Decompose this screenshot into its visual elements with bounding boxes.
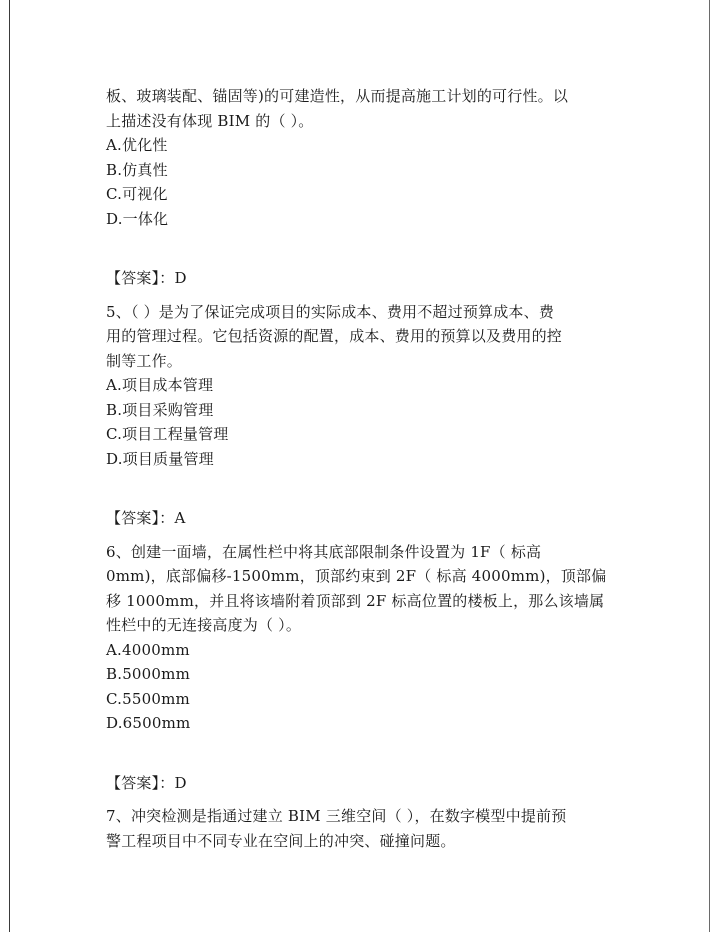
answer-label: 【答案】：A [106,509,186,527]
option-a: A.优化性 [106,136,168,154]
spacer [106,471,616,506]
option-d: D.项目质量管理 [106,449,214,468]
page-right-border [709,0,710,932]
page-left-border [9,0,10,932]
question-text-line: 6、创建一面墙，在属性栏中将其底部限制条件设置为 1F（ 标高 [106,542,542,561]
question-text-line: 5、（ ）是为了保证完成项目的实际成本、费用不超过预算成本、费 [106,302,555,321]
option-c: C.项目工程量管理 [106,425,229,443]
answer-label: 【答案】：D [106,773,187,792]
option-b: B.项目采购管理 [106,400,214,419]
spacer [106,291,616,300]
answer-label: 【答案】：D [106,269,187,287]
question-text-line: 0mm)，底部偏移-1500mm，顶部约束到 2F（ 标高 4000mm)，顶部偏 [106,567,607,585]
question-7 [106,804,616,853]
option-a: A.4000mm [106,640,190,659]
question-text-line: 性栏中的无连接高度为（ ）。 [106,616,302,634]
question-text-line: 制等工作。 [106,351,183,370]
spacer [106,231,616,266]
question-text-line: 移 1000mm，并且将该墙附着顶部到 2F 标高位置的楼板上，那么该墙属 [106,591,605,610]
option-a: A.项目成本管理 [106,376,214,394]
intro-question [106,84,616,291]
option-b: B.5000mm [106,665,191,683]
question-text-line: 用的管理过程。它包括资源的配置，成本、费用的预算以及费用的控 [106,327,563,345]
question-text-line: 上描述没有体现 BIM 的（ ）。 [106,111,314,130]
question-5 [106,300,616,531]
document-content [106,84,616,853]
question-6 [106,540,616,796]
option-c: C.可视化 [106,185,168,203]
question-text-line: 板、玻璃装配、锚固等)的可建造性，从而提高施工计划的可行性。以 [106,87,569,105]
option-c: C.5500mm [106,689,190,708]
option-b: B.仿真性 [106,160,168,179]
spacer [106,795,616,804]
option-d: D.一体化 [106,209,169,228]
spacer [106,736,616,771]
spacer [106,531,616,540]
option-d: D.6500mm [106,714,191,732]
question-text-line: 7、冲突检测是指通过建立 BIM 三维空间（ ），在数字模型中提前预 [106,807,567,825]
question-text-line: 警工程项目中不同专业在空间上的冲突、碰撞问题。 [106,831,456,850]
